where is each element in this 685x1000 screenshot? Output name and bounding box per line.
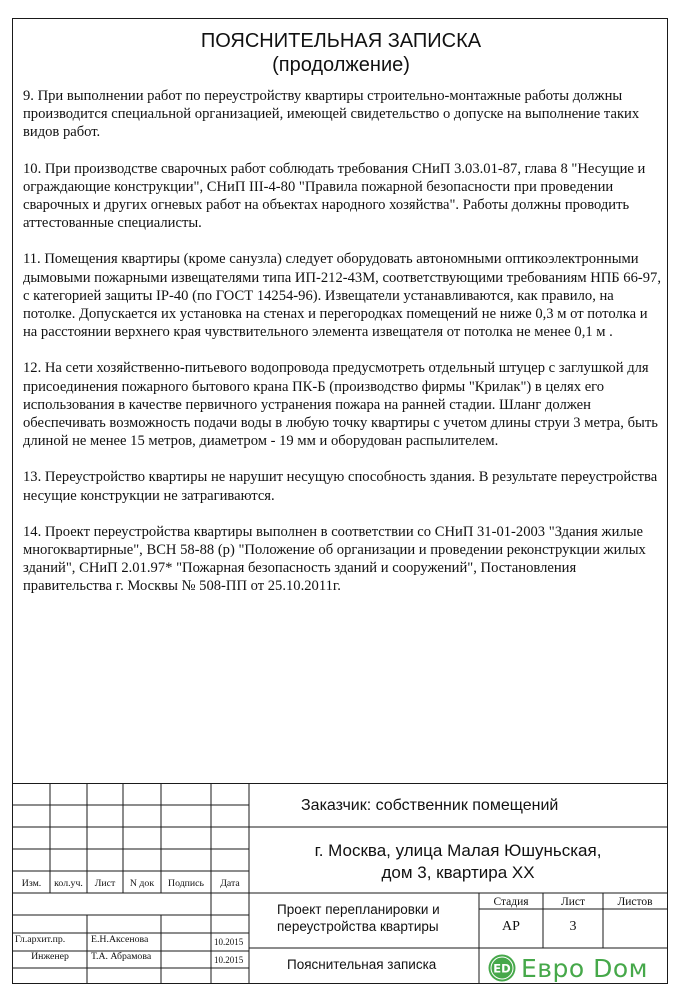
header-list: Лист	[94, 878, 116, 889]
signatory-name-1: Е.Н.Аксенова	[91, 934, 149, 945]
document-title: ПОЯСНИТЕЛЬНАЯ ЗАПИСКА	[200, 30, 482, 52]
sheets-label: Листов	[617, 896, 653, 908]
stage-value: АР	[502, 919, 520, 934]
header-data: Дата	[220, 878, 240, 889]
customer-label: Заказчик: собственник помещений	[301, 797, 559, 814]
doc-name: Пояснительная записка	[287, 957, 437, 972]
project-name: Проект перепланировки и переустройства квартиры	[277, 902, 440, 934]
document-body	[23, 87, 663, 614]
sheet-value: 3	[569, 919, 577, 934]
paragraph-12: 12. На сети хозяйственно-питьевого водопровода предусмотреть отдельный штуцер с заглушкой для присоединения пожарного бытового крана ПК-Б (производство фирмы "Крилак") в целях его использования в качестве первичного устранения пожара на ранней стадии. Шланг должен обеспечивать возможность подачи воды в любую точку квартиры с учетом длины струи 3 метра, быть длиной не менее 15 метров, диаметром - 19 мм и оборудован распылителем.	[23, 360, 658, 450]
signatory-role-1: Гл.архит.пр.	[15, 934, 66, 945]
paragraph-13: 13. Переустройство квартиры не нарушит несущую способность здания. В результате переустройства несущие конструкции не затрагиваются.	[23, 469, 658, 504]
drawing-sheet	[12, 18, 668, 984]
signatory-date-1: 10.2015	[214, 937, 244, 947]
svg-text:ED: ED	[493, 961, 511, 976]
signatory-date-2: 10.2015	[214, 955, 244, 965]
address-line-2: дом 3, квартира XX	[381, 863, 535, 882]
stage-label: Стадия	[493, 896, 529, 908]
paragraph-10: 10. При производстве сварочных работ соблюдать требования СНиП 3.03.01-87, глава 8 "Несущие и ограждающие конструкции", СНиП III-4-80 "Правила пожарной безопасности при проведении сварочных и других огневых работ на объектах народного хозяйства". Работы должны проводить аттестованные специалисты.	[23, 160, 646, 232]
header-kol-uch: кол.уч.	[54, 878, 83, 889]
sheet-label: Лист	[560, 896, 586, 908]
header-podpis: Подпись	[168, 878, 204, 889]
header-izm: Изм.	[21, 878, 42, 889]
paragraph-11: 11. Помещения квартиры (кроме санузла) следует оборудовать автономными оптикоэлектронными дымовыми пожарными извещателями типа ИП-212-43М, соответствующими требованиям НПБ 66-97, с категорией защиты IP-40 (по ГОСТ 14254-96). Извещатели устанавливаются, как правило, на потолке. Допускается их установка на стенах и перегородках помещений не ниже 0,3 м от потолка и на расстоянии верхнего края чувствительного элемента извещателя от потолка не менее 0,1 м .	[23, 251, 662, 341]
paragraph-9: 9. При выполнении работ по переустройству квартиры строительно-монтажные работы должны производится специальной организацией, имеющей свидетельство о допуске на выполнение таких видов работ.	[23, 88, 640, 141]
document-subtitle: (продолжение)	[272, 54, 410, 76]
title-block	[13, 783, 667, 983]
euro-dom-logo-icon	[487, 953, 517, 983]
signatory-name-2: Т.А. Абрамова	[91, 951, 152, 962]
header-n-dok: N док	[129, 878, 155, 889]
paragraph-14: 14. Проект переустройства квартиры выполнен в соответствии со СНиП 31-01-2003 "Здания жилые многоквартирные", ВСН 58-88 (р) "Положение об организации и проведении реконструкции жилых зданий", СНиП 2.01.97* "Пожарная безопасность зданий и сооружений", Постановления правительства г. Москвы № 508-ПП от 25.10.2011г.	[23, 523, 646, 595]
address-line-1: г. Москва, улица Малая Юшуньская,	[314, 841, 602, 860]
signatory-role-2: Инженер	[31, 951, 69, 962]
euro-dom-logo-text: Евро Dом	[521, 954, 649, 983]
